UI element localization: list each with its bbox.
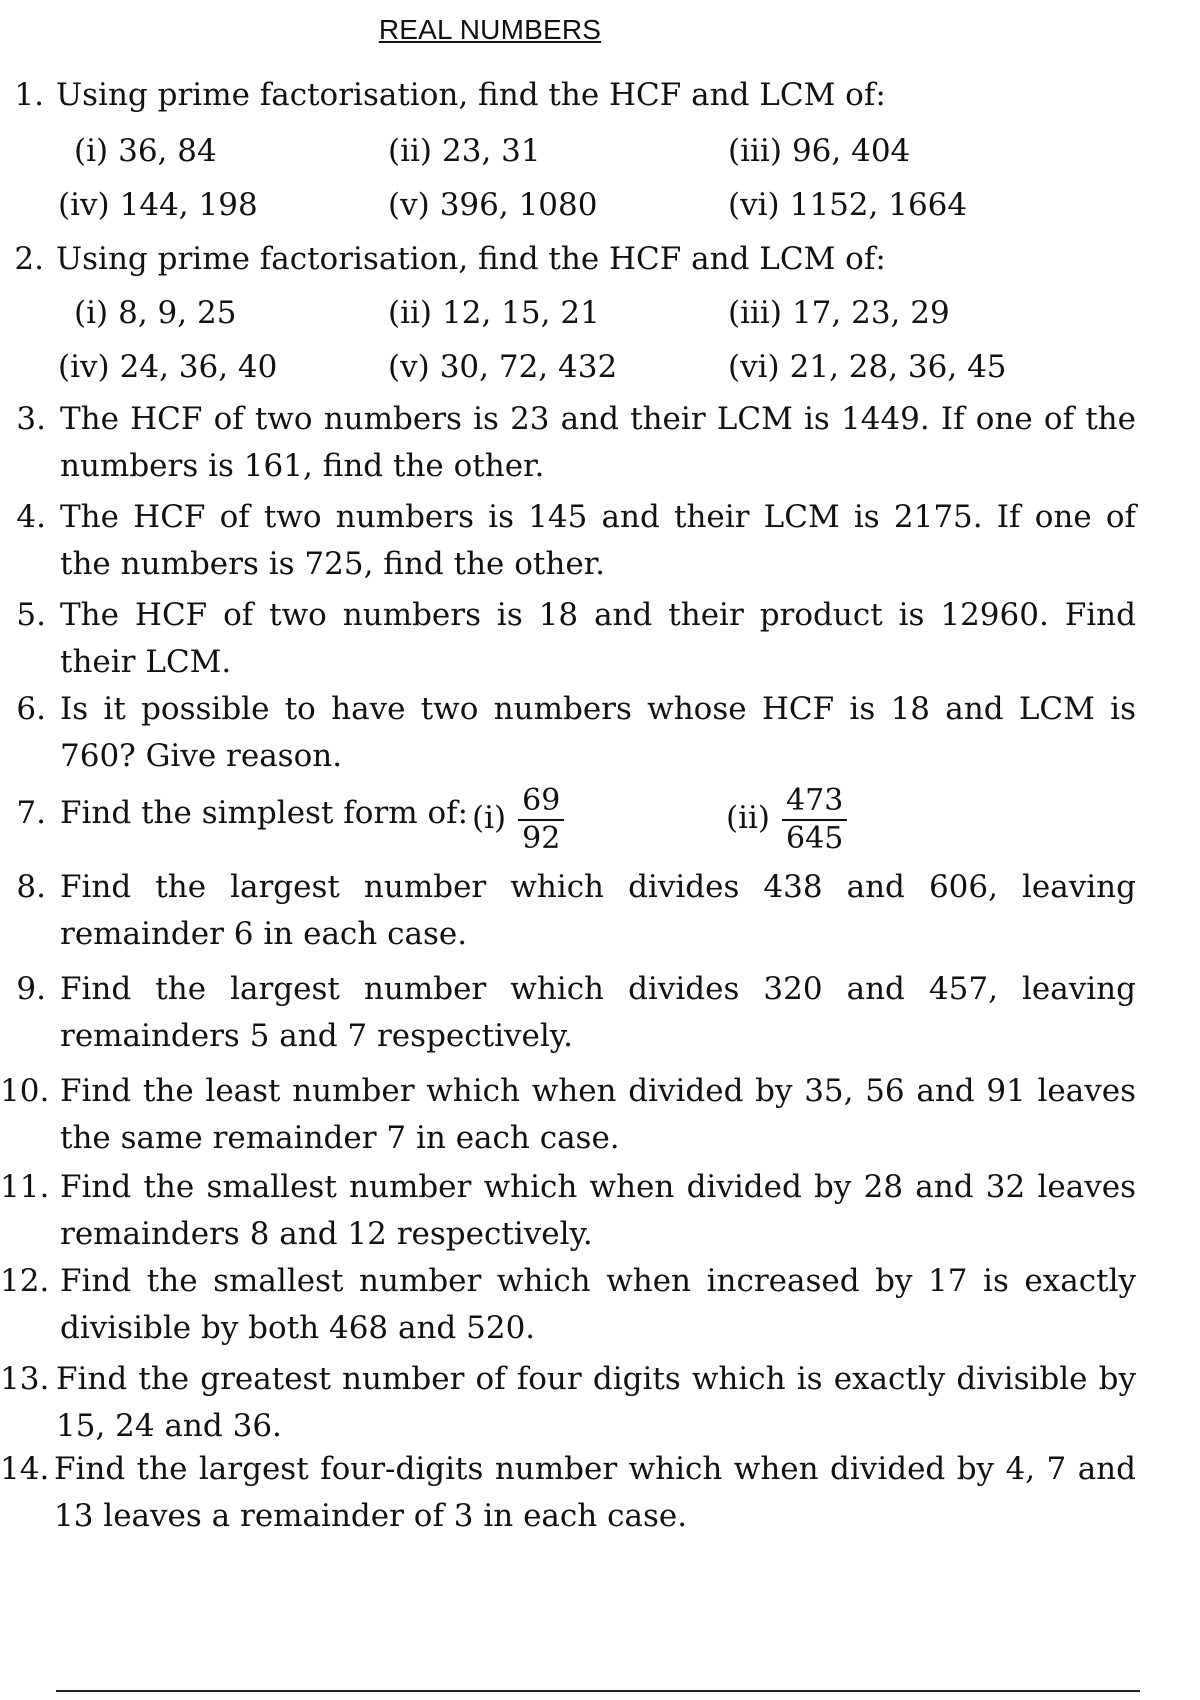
question-number: 14. [0,1451,50,1487]
question-text: Find the least number which when divided by 35, 56 and 91 leaves the same remainder 7 in each case. [60,1073,1136,1156]
fraction [518,782,564,856]
question-14 [0,1446,1200,1540]
question-part: (i) $\frac{69}{92}$ [472,780,564,856]
question-number: 6. [16,691,46,727]
question-text: Is it possible to have two numbers whose HCF is 18 and LCM is 760? Give reason. [60,691,1136,774]
question-part: (vi) 1152, 1664 [728,187,968,223]
question-3 [0,396,1200,490]
question-part: (iv) 24, 36, 40 [58,349,278,385]
question-text: Find the smallest number which when divided by 28 and 32 leaves remainders 8 and 12 respectively. [60,1169,1136,1252]
question-text: Using prime factorisation, find the HCF and LCM of: [56,77,886,113]
question-number: 9. [16,971,46,1007]
question-part: (iii) 96, 404 [728,133,911,169]
question-4 [0,494,1200,588]
fraction-denominator: 645 [786,820,844,856]
question-text: Find the largest number which divides 320 and 457, leaving remainders 5 and 7 respectively. [60,971,1136,1054]
question-number: 7. [16,795,46,831]
question-7 [0,780,1200,856]
fraction-denominator: 92 [522,820,561,856]
question-text: The HCF of two numbers is 23 and their LCM is 1449. If one of the numbers is 161, find the other. [60,401,1136,484]
question-text: Find the simplest form of: [60,795,469,831]
page-title: REAL NUMBERS [378,14,602,45]
question-13 [0,1356,1200,1450]
question-number: 11. [0,1169,50,1205]
question-text: Find the smallest number which when increased by 17 is exactly divisible by both 468 and 520. [60,1263,1136,1346]
question-1 [0,72,1200,119]
question-11 [0,1164,1200,1258]
question-1-parts-row-2 [0,180,1200,230]
question-text: Find the greatest number of four digits which is exactly divisible by 15, 24 and 36. [56,1361,1136,1444]
question-2-parts-row-1 [0,288,1200,338]
question-number: 3. [16,401,46,437]
question-5 [0,592,1200,686]
question-number: 12. [0,1263,50,1299]
question-2-parts-row-2 [0,342,1200,392]
question-1-parts-row-1 [0,126,1200,176]
question-part: (iv) 144, 198 [58,187,258,223]
question-number: 8. [16,869,46,905]
question-text: The HCF of two numbers is 18 and their product is 12960. Find their LCM. [60,597,1136,680]
question-number: 13. [0,1361,50,1397]
question-part: (vi) 21, 28, 36, 45 [728,349,1007,385]
fraction-numerator: 69 [518,786,564,821]
question-number: 4. [16,499,46,535]
question-number: 1. [14,77,44,113]
question-9 [0,966,1200,1060]
fraction-numerator: 473 [782,786,847,821]
question-8 [0,864,1200,958]
question-number: 2. [14,241,44,277]
question-text: Find the largest four-digits number which when divided by 4, 7 and 13 leaves a remainder of 3 in each case. [54,1451,1136,1534]
question-text: Using prime factorisation, find the HCF and LCM of: [56,241,886,277]
question-part: (i) 8, 9, 25 [74,295,237,331]
question-part: (i) 36, 84 [74,133,217,169]
question-part: (ii) $\frac{473}{645}$ [726,780,847,856]
question-text: Find the largest number which divides 438 and 606, leaving remainder 6 in each case. [60,869,1136,952]
question-text: The HCF of two numbers is 145 and their LCM is 2175. If one of the numbers is 725, find the other. [60,499,1136,582]
question-10 [0,1068,1200,1162]
question-12 [0,1258,1200,1352]
question-number: 10. [0,1073,50,1109]
question-part: (v) 396, 1080 [388,187,598,223]
footer-divider [56,1690,1140,1692]
question-6 [0,686,1200,780]
question-part: (iii) 17, 23, 29 [728,295,950,331]
question-part: (ii) 23, 31 [388,133,541,169]
question-2 [0,236,1200,283]
question-part: (v) 30, 72, 432 [388,349,618,385]
question-part: (ii) 12, 15, 21 [388,295,600,331]
question-number: 5. [16,597,46,633]
